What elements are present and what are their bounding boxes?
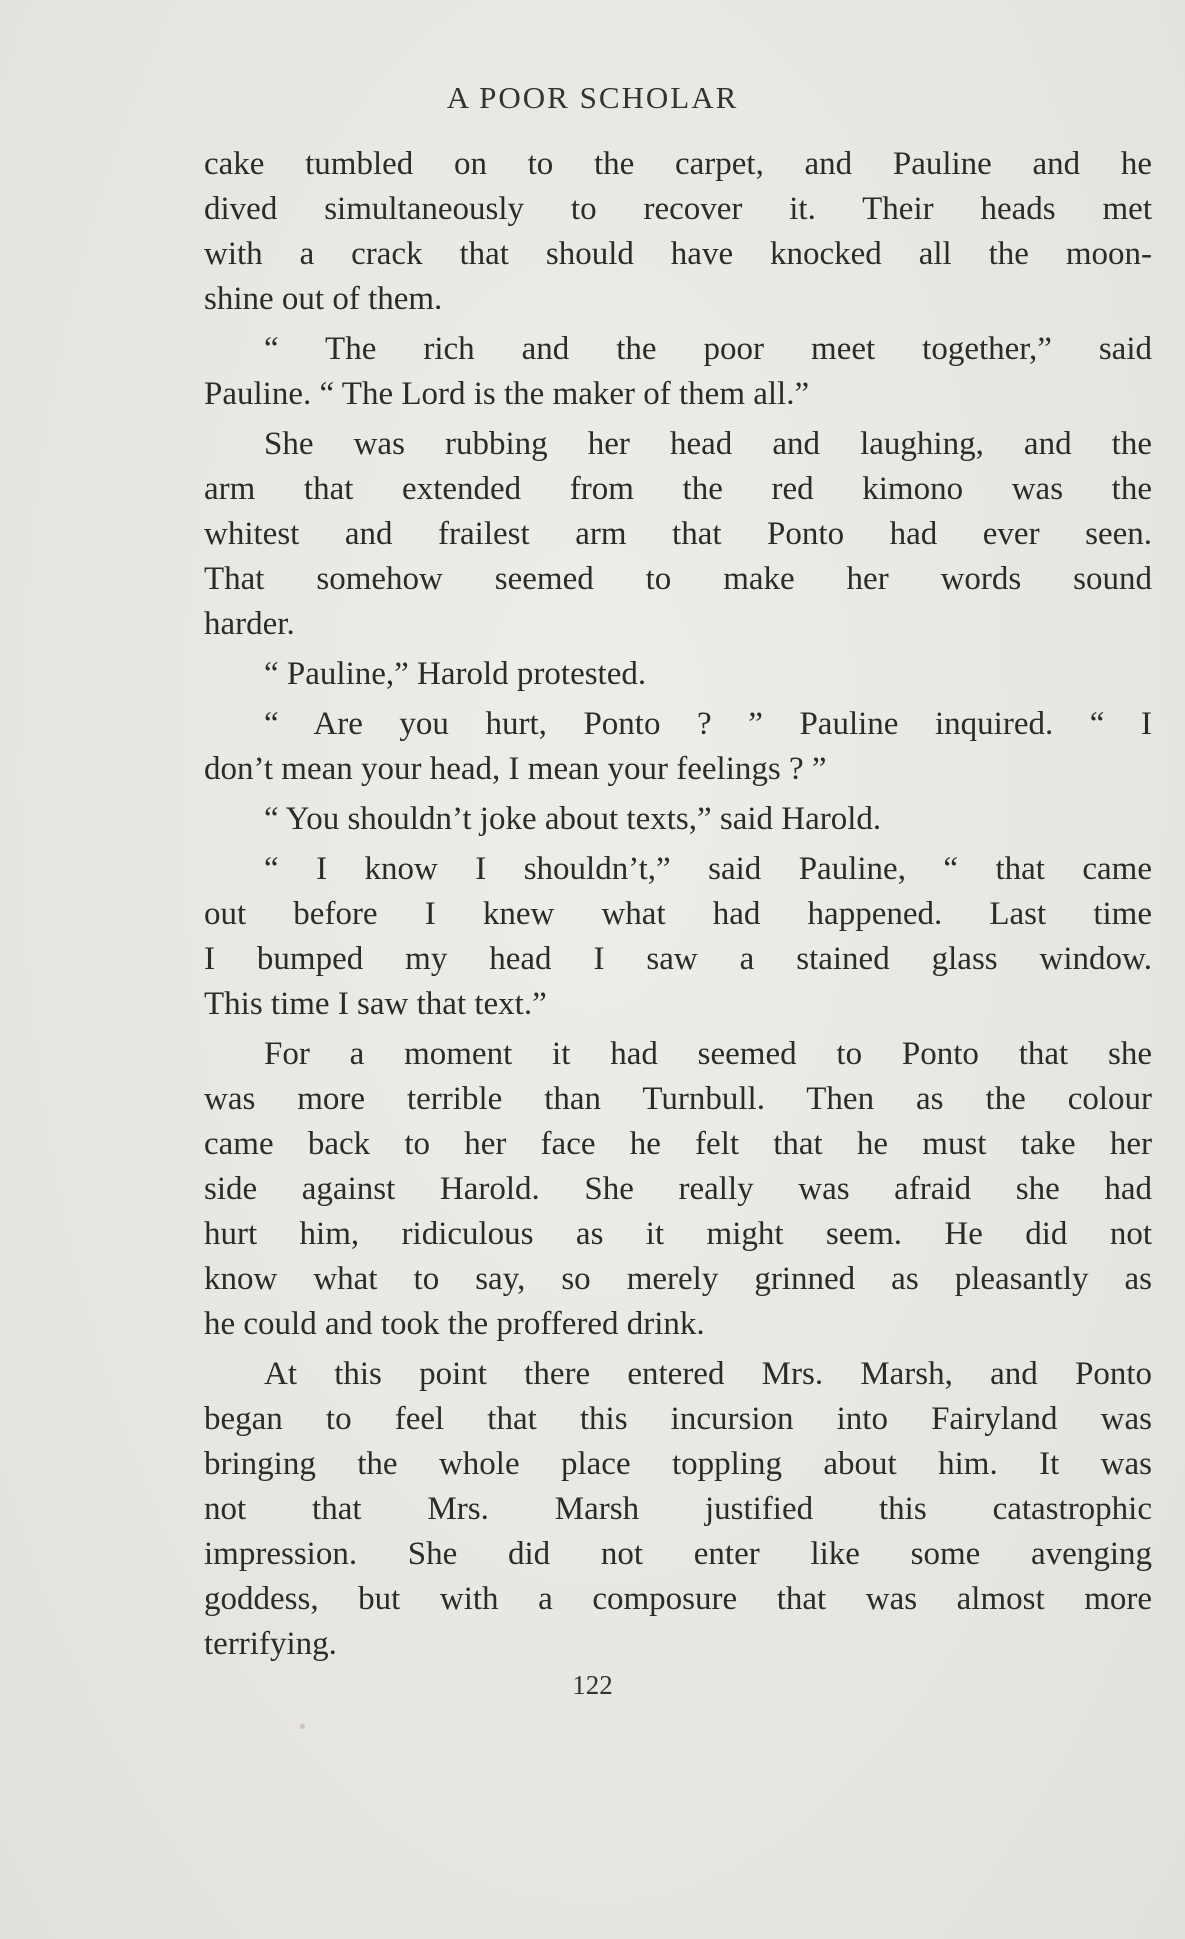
paragraph <box>204 1352 1152 1667</box>
text-line: know what to say, so merely grinned as pleasantly as <box>204 1261 1152 1297</box>
text-line: with a crack that should have knocked all the moon- <box>204 236 1152 272</box>
text-line: arm that extended from the red kimono was the <box>204 471 1152 507</box>
text-line: dived simultaneously to recover it. Their heads met <box>204 191 1152 227</box>
paragraph <box>204 1032 1152 1347</box>
text-line: out before I knew what had happened. Last time <box>204 896 1152 932</box>
text-line: That somehow seemed to make her words sound <box>204 561 1152 597</box>
text-line: don’t mean your head, I mean your feelings ? ” <box>204 751 827 787</box>
text-line: not that Mrs. Marsh justified this catastrophic <box>204 1491 1152 1527</box>
text-line: “ Are you hurt, Ponto ? ” Pauline inquired. “ I <box>264 706 1152 742</box>
text-line: For a moment it had seemed to Ponto that she <box>264 1036 1152 1072</box>
text-line: shine out of them. <box>204 281 443 317</box>
text-line: “ The rich and the poor meet together,” said <box>264 331 1152 367</box>
text-line: impression. She did not enter like some avenging <box>204 1536 1152 1572</box>
paragraph <box>204 327 1152 417</box>
text-line: “ Pauline,” Harold protested. <box>264 656 647 692</box>
text-line: harder. <box>204 606 295 642</box>
paragraph <box>204 652 1152 697</box>
text-line: This time I saw that text.” <box>204 986 547 1022</box>
text-line: began to feel that this incursion into Fairyland was <box>204 1401 1152 1437</box>
text-line: bringing the whole place toppling about him. It was <box>204 1446 1152 1482</box>
text-line: he could and took the proffered drink. <box>204 1306 705 1342</box>
text-line: came back to her face he felt that he must take her <box>204 1126 1152 1162</box>
text-line: She was rubbing her head and laughing, and the <box>264 426 1152 462</box>
paragraph <box>204 142 1152 322</box>
text-line: “ I know I shouldn’t,” said Pauline, “ that came <box>264 851 1152 887</box>
body-text <box>204 142 1152 1667</box>
text-line: At this point there entered Mrs. Marsh, and Ponto <box>264 1356 1152 1392</box>
text-line: hurt him, ridiculous as it might seem. He did not <box>204 1216 1152 1252</box>
page-number: 122 <box>572 1670 613 1700</box>
text-line: “ You shouldn’t joke about texts,” said Harold. <box>264 801 882 837</box>
text-line: I bumped my head I saw a stained glass window. <box>204 941 1152 977</box>
paragraph <box>204 797 1152 842</box>
paragraph <box>204 422 1152 647</box>
paragraph <box>204 847 1152 1027</box>
text-line: Pauline. “ The Lord is the maker of them all.” <box>204 376 810 412</box>
text-line: goddess, but with a composure that was almost more <box>204 1581 1152 1617</box>
paper-speck <box>300 1724 305 1729</box>
text-line: terrifying. <box>204 1626 337 1662</box>
text-line: whitest and frailest arm that Ponto had ever seen. <box>204 516 1152 552</box>
text-line: cake tumbled on to the carpet, and Pauline and he <box>204 146 1152 182</box>
paragraph <box>204 702 1152 792</box>
text-line: side against Harold. She really was afraid she had <box>204 1171 1152 1207</box>
running-title: A POOR SCHOLAR <box>446 80 739 115</box>
text-line: was more terrible than Turnbull. Then as the colour <box>204 1081 1152 1117</box>
